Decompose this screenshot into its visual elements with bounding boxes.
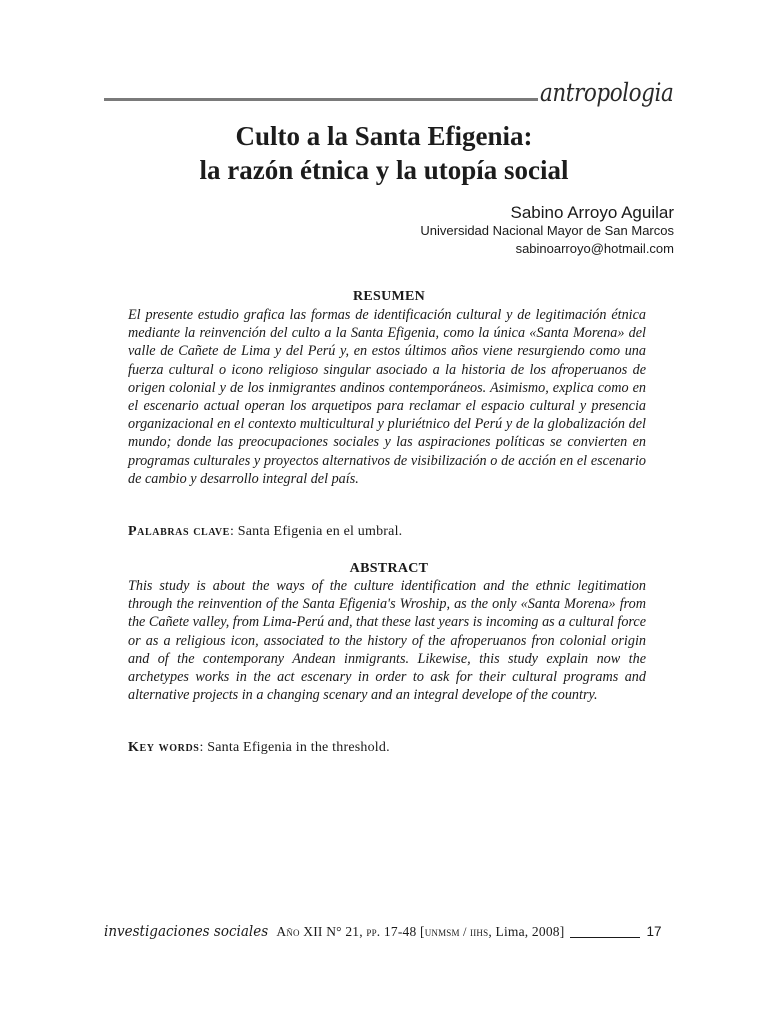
palabras-clave: [128, 524, 658, 540]
citation-place-year: , Lima, 2008]: [488, 924, 565, 939]
citation-issue: Año XII N° 21, pp. 17-48 [: [276, 924, 425, 939]
page-footer: [104, 922, 678, 946]
section-header-rule: [104, 98, 538, 101]
section-label: antropologia: [540, 78, 674, 107]
journal-name: investigaciones sociales: [104, 922, 269, 940]
author-affiliation: Universidad Nacional Mayor de San Marcos: [420, 223, 674, 238]
author-name: Sabino Arroyo Aguilar: [510, 203, 674, 222]
abstract-heading: ABSTRACT: [349, 561, 429, 576]
footer-rule: [570, 937, 640, 938]
citation: [276, 924, 564, 939]
key-words-text: : Santa Efigenia in the threshold.: [199, 740, 390, 755]
key-words: [128, 740, 658, 756]
citation-institution: unmsm / iihs: [424, 925, 489, 939]
abstract-body: This study is about the ways of the culture identification and the ethnic legitimation through the reinvention of the Santa Efigenia's Wroship, as the only «Santa Morena» from the Cañete valley, from Lima-Perú and, that these last years is incoming as a cultural force or as a religious icon, associated to the history of the afroperuanos fron colonial origin and of the contemporany Andean inmigrants. Likewise, this study explain now the archetypes works in the act escenary in order to ask for their cultural programs and alternative projects in a changing scenary and an integral develope of the country.: [128, 578, 646, 704]
author-email: sabinoarroyo@hotmail.com: [515, 241, 674, 256]
key-words-label: Key words: [128, 740, 200, 755]
page-number: 17: [646, 924, 662, 939]
palabras-clave-text: : Santa Efigenia en el umbral.: [229, 524, 403, 539]
article-title-line-1: Culto a la Santa Efigenia:: [235, 121, 533, 151]
palabras-clave-label: Palabras clave: [128, 524, 230, 539]
resumen-heading: RESUMEN: [352, 289, 426, 304]
article-title-line-2: la razón étnica y la utopía social: [199, 155, 569, 185]
resumen-body: El presente estudio grafica las formas de identificación cultural y de legitimación étnica mediante la reinvención del culto a la Santa Efigenia, como la única «Santa Morena» del valle de Cañete de Lima y del Perú y, en estos últimos años viene resurgiendo como una fuerza cultural o icono religioso singular asociado a la historia de los afroperuanos de origen colonial y de los inmigrantes andinos contemporáneos. Asimismo, explica como en el escenario actual operan los arquetipos para reclamar el espacio cultural y presencia organizacional en el contexto multicultural y pluriétnico del Perú y de la globalización del mundo; donde las preocupaciones sociales y las aspiraciones políticas se convierten en programas culturales y proyectos alternativos de visibilización o de acción en el escenario de cambio y desarrollo integral del país.: [128, 307, 646, 487]
